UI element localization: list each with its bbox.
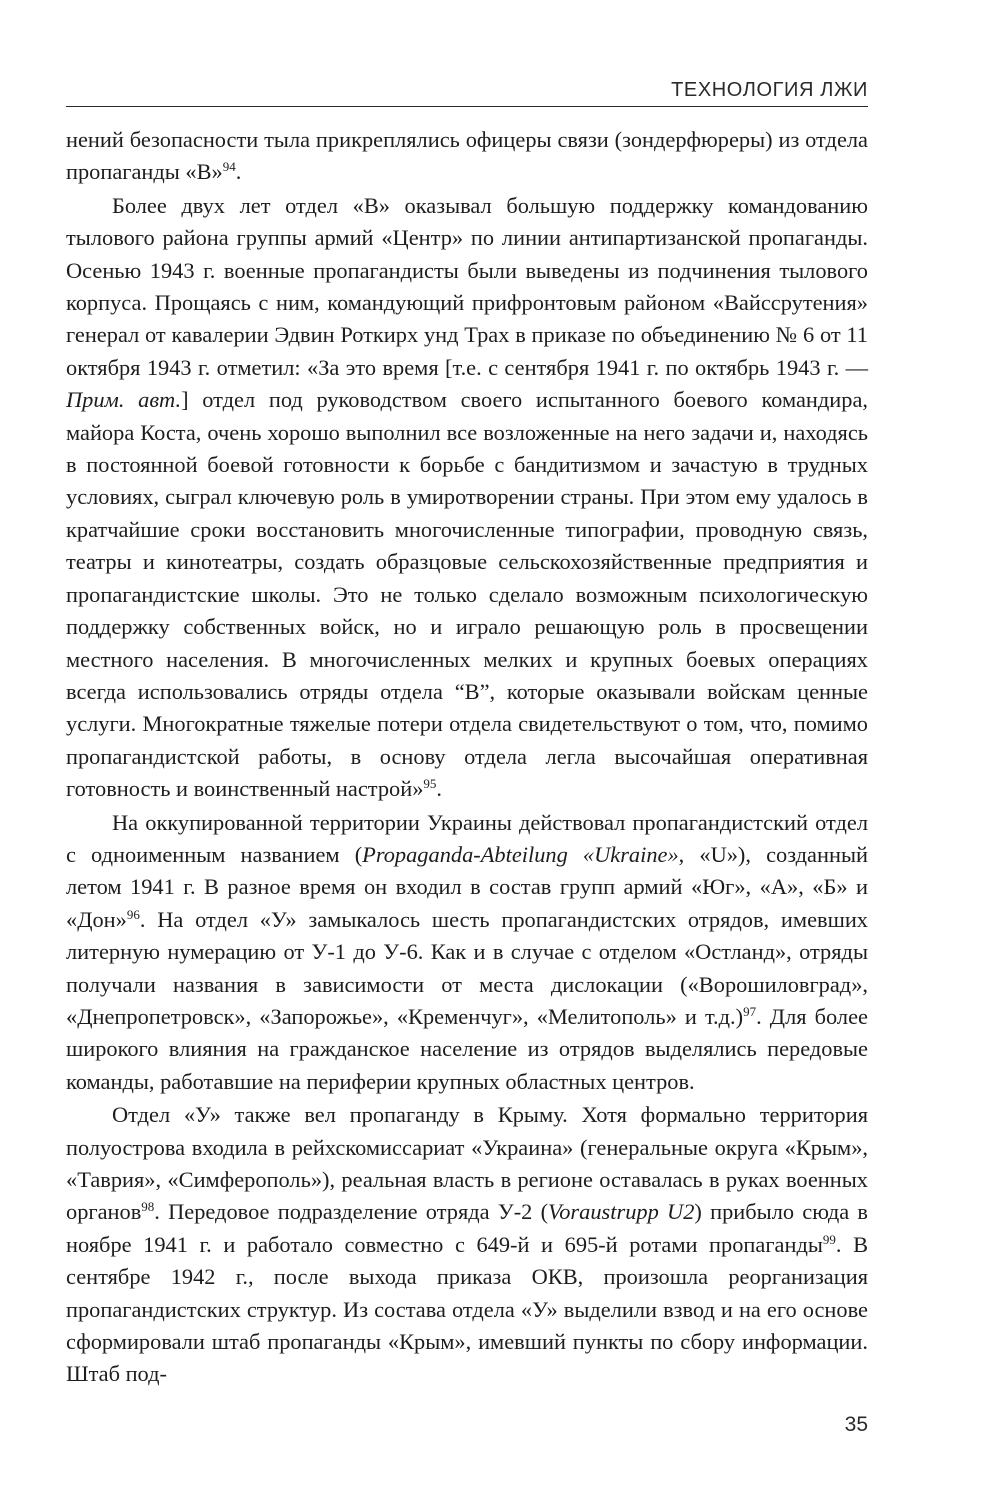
text-run: ] отдел под руководством своего испытанного боевого командира, майора Коста, очень хорошо выполнил все возложенные на него задачи и, находясь в постоянной боевой готовности к борьбе с бандитизмом и зачастую в трудных условиях, сыграл ключевую роль в умиротворении страны. При этом ему удалось в кратчайшие сроки восстановить многочисленные типографии, проводную связь, театры и кинотеатры, создать образцовые сельскохозяйственные предприятия и пропагандистские школы. Это не только сделало возможным психологическую поддержку собственных войск, но и играло решающую роль в просвещении местного населения. В многочисленных мелких и крупных боевых операциях всегда использовались отряды отдела “В”, которые оказывали войскам ценные услуги. Многократные тяжелые потери отдела свидетельствуют о том, что, помимо пропагандистской работы, в основу отдела легла высочайшая оперативная готовность и воинственный настрой» (66, 387, 868, 802)
text-run: . (436, 776, 442, 802)
text-run: . (235, 159, 242, 185)
paragraph (66, 807, 868, 1099)
text-run: ) прибыло сюда в ноябре 1941 г. и работало совместно с 649-й и 695-й ротами пропаганды (66, 1199, 868, 1257)
text-run: , «U»), созданный летом 1941 г. В разное время он входил в состав групп армий «Юг», «А», «Б» и «Дон» (66, 841, 868, 932)
paragraph (66, 190, 868, 806)
italic-text: Propaganda-Abteilung «Ukraine» (362, 841, 679, 867)
footnote-ref: 97 (743, 1003, 757, 1019)
footnote-ref: 95 (423, 776, 437, 792)
footnote-ref: 98 (141, 1199, 155, 1215)
running-header (66, 78, 868, 107)
footnote-ref: 99 (822, 1231, 836, 1247)
running-title: ТЕХНОЛОГИЯ ЛЖИ (671, 79, 868, 101)
text-run: . На отдел «У» замыкалось шесть пропагандистских отрядов, имевших литерную нумерацию от У-1 до У-6. Как и в случае с отделом «Остланд», отряды получали названия в зависимости от места дислокации («Ворошиловград», «Днепропетровск», «Запорожье», «Кременчуг», «Мелитополь» и т.д.) (66, 906, 868, 1029)
paragraph (66, 124, 868, 189)
paragraph (66, 1099, 868, 1391)
italic-text: Voraustrupp U2 (548, 1199, 695, 1225)
page-number: 35 (844, 1413, 868, 1436)
text-body (66, 124, 868, 1391)
text-run: Отдел «У» также вел пропаганду в Крыму. Хотя формально территория полуострова входила в рейхскомиссариат «Украина» (генеральные округа «Крым», «Таврия», «Симферополь»), реальная власть в регионе оставалась в руках военных органов (66, 1102, 868, 1225)
text-run: Более двух лет отдел «В» оказывал большую поддержку командованию тылового района группы армий «Центр» по линии антипартизанской пропаганды. Осенью 1943 г. военные пропагандисты были выведены из подчинения тылового корпуса. Прощаясь с ним, командующий прифронтовым районом «Вайссрутения» генерал от кавалерии Эдвин Роткирх унд Трах в приказе по объединению № 6 от 11 октября 1943 г. отметил: «За это время [т.е. с сентября 1941 г. по октябрь 1943 г. — (66, 192, 868, 380)
text-run: . В сентябре 1942 г., после выхода приказа ОКВ, произошла реорганизация пропагандистских структур. Из состава отдела «У» выделили взвод и на его основе сформировали штаб пропаганды «Крым», имевший пункты по сбору информации. Штаб под- (66, 1231, 869, 1387)
footnote-ref: 94 (222, 159, 236, 175)
text-run: нений безопасности тыла прикреплялись офицеры связи (зондерфюреры) из отдела пропаганды «В» (66, 127, 868, 185)
text-run: . Для более широкого влияния на гражданское население из отрядов выделялись передовые команды, работавшие на периферии крупных областных центров. (66, 1003, 868, 1094)
footnote-ref: 96 (126, 906, 140, 922)
italic-text: Прим. авт. (66, 387, 182, 413)
text-run: На оккупированной территории Украины действовал пропагандистский отдел с одноименным названием ( (66, 809, 868, 867)
text-run: . Передовое подразделение отряда У-2 ( (154, 1199, 549, 1225)
